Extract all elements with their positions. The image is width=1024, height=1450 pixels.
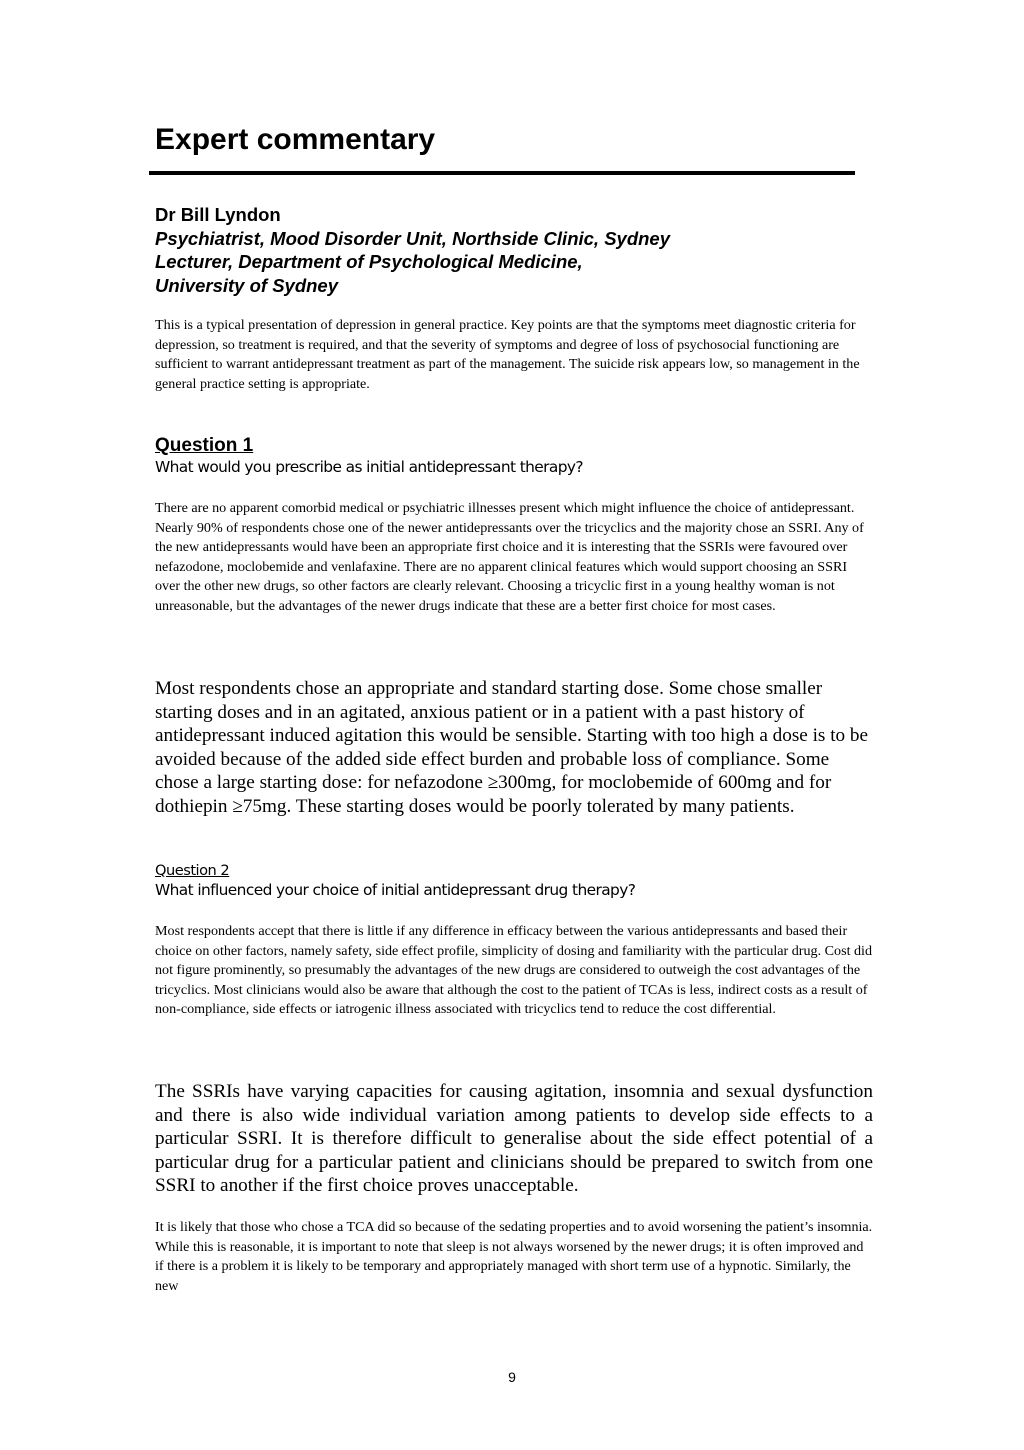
author-affiliation: Psychiatrist, Mood Disorder Unit, Northside Clinic, Sydney [155,227,671,249]
question-1-paragraph: There are no apparent comorbid medical or psychiatric illnesses present which might influence the choice of antidepressant. Nearly 90% of respondents chose one of the newer antidepressants over the tricyclics and the majority chose an SSRI. Any of the new antidepressants would have been an appropriate first choice and it is interesting that the SSRIs were favoured over nefazodone, moclobemide and venlafaxine. There are no apparent clinical features which would support choosing an SSRI over the other new drugs, so other factors are clearly relevant. Choosing a tricyclic first in a young healthy woman is not unreasonable, but the advantages of the newer drugs indicate that these are a better first choice for most cases. [155,500,864,614]
author-affiliation: University of Sydney [155,275,339,297]
author-block [155,203,670,298]
page-number: 9 [508,1369,516,1385]
question-2-paragraph: It is likely that those who chose a TCA did so because of the sedating properties and to avoid worsening the patient’s insomnia. While this is reasonable, it is important to note that sleep is not always worsened by the newer drugs; it is often improved and if there is a problem it is likely to be temporary and appropriately managed with short term use of a hypnotic. Similarly, the new [155,1219,873,1294]
question-1-paragraph: Most respondents chose an appropriate and standard starting dose. Some chose smaller starting doses and in an agitated, anxious patient or in a patient with a past history of antidepressant induced agitation this would be sensible. Starting with too high a dose is to be avoided because of the added side effect burden and probable loss of compliance. Some chose a large starting dose: for nefazodone ≥300mg, for moclobemide of 600mg and for dothiepin ≥75mg. These starting doses would be poorly tolerated by many patients. [155,678,869,817]
question-2-label: Question 2 [155,862,230,879]
intro-paragraph: This is a typical presentation of depression in general practice. Key points are that the symptoms meet diagnostic criteria for depression, so treatment is required, and that the severity of symptoms and degree of loss of psychosocial functioning are sufficient to warrant antidepressant treatment as part of the management. The suicide risk appears low, so management in the general practice setting is appropriate. [155,317,860,392]
title-divider [149,171,855,175]
question-2-text: What influenced your choice of initial antidepressant drug therapy? [155,881,636,899]
question-1-text: What would you prescribe as initial antidepressant therapy? [155,458,583,476]
question-2-paragraph: Most respondents accept that there is little if any difference in efficacy between the various antidepressants and based their choice on other factors, namely safety, side effect profile, simplicity of dosing and familiarity with the particular drug. Cost did not figure prominently, so presumably the advantages of the new drugs are considered to outweigh the cost advantages of the tricyclics. Most clinicians would also be aware that although the cost to the patient of TCAs is less, indirect costs as a result of non-compliance, side effects or iatrogenic illness associated with tricyclics tend to reduce the cost differential. [155,923,873,1017]
page-title: Expert commentary [155,123,436,156]
author-name: Dr Bill Lyndon [155,204,281,225]
question-2-paragraph: The SSRIs have varying capacities for causing agitation, insomnia and sexual dysfunction and there is also wide individual variation among patients to develop side effects to a particular SSRI. It is therefore difficult to generalise about the side effect potential of a particular drug for a particular patient and clinicians should be prepared to switch from one SSRI to another if the first choice proves unacceptable. [155,1081,873,1196]
author-affiliation: Lecturer, Department of Psychological Medicine, [155,251,583,273]
question-1-label: Question 1 [155,435,254,456]
